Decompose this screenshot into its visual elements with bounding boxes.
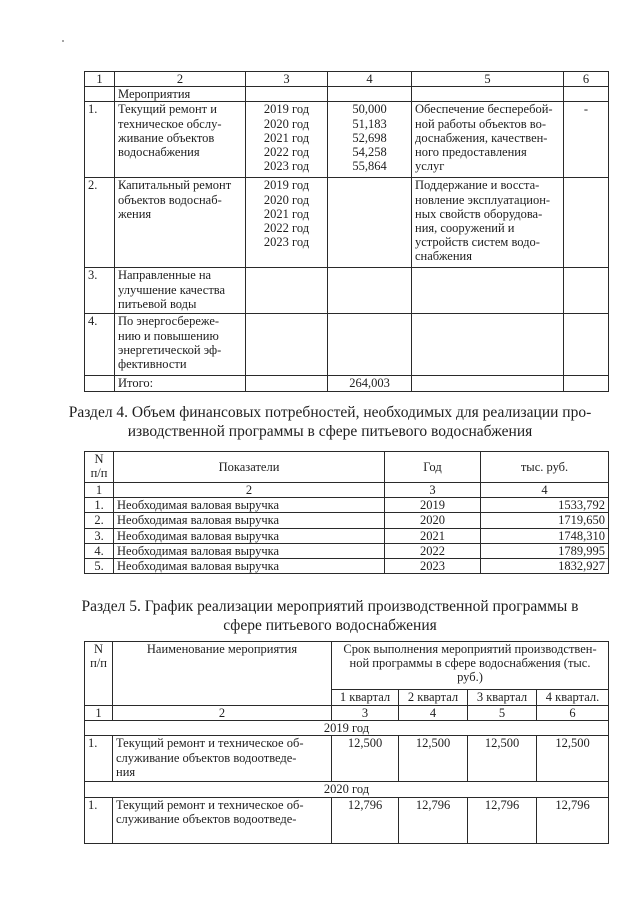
- table-row: 1. Необходимая валовая выручка 2019 1533,792: [85, 498, 609, 513]
- measure-name: Капитальный ремонт объектов водоснаб- жения: [115, 178, 246, 268]
- measure-name: Направленные на улучшение качества питьевой воды: [115, 268, 246, 314]
- col-num-5: 5: [412, 72, 564, 87]
- measures-table: [84, 71, 609, 392]
- header-period: Срок выполнения мероприятий производствен- ной программы в сфере водоснабжения (тыс. руб.): [332, 642, 609, 690]
- year-label: 2019 год: [85, 721, 609, 736]
- header-name: Наименование мероприятия: [113, 642, 332, 706]
- measure-purpose: Поддержание и восста- новление эксплуатацион- ных свойств оборудова- ния, сооружений и устройств систем водо- снабжения: [412, 178, 564, 268]
- col-num-1: 1: [85, 72, 115, 87]
- quarter-4: 4 квартал.: [537, 690, 609, 706]
- table-row: [85, 314, 609, 376]
- table-header-numbers: 1 2 3 4 5 6: [85, 706, 609, 721]
- section-4-title: Раздел 4. Объем финансовых потребностей, необходимых для реализации про- изводственной программы в сфере питьевого водоснабжения: [68, 404, 592, 440]
- row-number: 2.: [85, 178, 115, 268]
- quarter-3: 3 квартал: [468, 690, 537, 706]
- col-num-2: 2: [115, 72, 246, 87]
- header-num: N п/п: [85, 642, 113, 706]
- measure-col6: -: [564, 102, 609, 178]
- table-row: 2. Необходимая валовая выручка 2020 1719,650: [85, 513, 609, 528]
- row-number: 1.: [85, 102, 115, 178]
- section-5-title: Раздел 5. График реализации мероприятий производственной программы в сфере питьевого водоснабжения: [81, 598, 579, 634]
- table-row: 5. Необходимая валовая выручка 2023 1832,927: [85, 559, 609, 574]
- measure-col6: [564, 178, 609, 268]
- measure-values: [328, 178, 412, 268]
- row-number: 3.: [85, 268, 115, 314]
- measure-values: 50,000 51,183 52,698 54,258 55,864: [328, 102, 412, 178]
- col-num-6: 6: [564, 72, 609, 87]
- row-number: 4.: [85, 314, 115, 376]
- header-year: Год: [385, 452, 481, 483]
- subheader-label: Мероприятия: [115, 87, 246, 102]
- table-row: 4. Необходимая валовая выручка 2022 1789,995: [85, 543, 609, 558]
- table-row: [85, 102, 609, 178]
- quarter-2: 2 квартал: [399, 690, 468, 706]
- total-label: Итого:: [115, 376, 246, 392]
- table-header-numbers: 1 2 3 4: [85, 483, 609, 498]
- measure-purpose: Обеспечение бесперебой- ной работы объектов во- доснабжения, качествен- ного предоставления услуг: [412, 102, 564, 178]
- financial-needs-table: [84, 451, 609, 574]
- col-num-3: 3: [246, 72, 328, 87]
- year-row: [85, 721, 609, 736]
- table-header: [85, 642, 609, 690]
- total-row: [85, 376, 609, 392]
- table-row: 1. Текущий ремонт и техническое об- служивание объектов водоотведе- 12,796 12,796 12,796 12,796: [85, 797, 609, 843]
- measure-name: Текущий ремонт и техническое обслу- живание объектов водоснабжения: [115, 102, 246, 178]
- table-row: [85, 268, 609, 314]
- year-label: 2020 год: [85, 782, 609, 797]
- measure-name: По энергосбереже- нию и повышению энергетической эф- фективности: [115, 314, 246, 376]
- table-header-numbers: [85, 72, 609, 87]
- table-row: [85, 178, 609, 268]
- table-subheader-row: [85, 87, 609, 102]
- quarter-1: 1 квартал: [332, 690, 399, 706]
- scan-speck: [62, 40, 64, 42]
- measure-years: 2019 год 2020 год 2021 год 2022 год 2023 год: [246, 102, 328, 178]
- col-num-4: 4: [328, 72, 412, 87]
- table-row: 1. Текущий ремонт и техническое об- служивание объектов водоотведе- ния 12,500 12,500 12,500 12,500: [85, 736, 609, 782]
- table-header: [85, 452, 609, 483]
- total-value: 264,003: [328, 376, 412, 392]
- measure-years: 2019 год 2020 год 2021 год 2022 год 2023 год: [246, 178, 328, 268]
- table-row: 3. Необходимая валовая выручка 2021 1748,310: [85, 528, 609, 543]
- year-row: [85, 782, 609, 797]
- header-indicator: Показатели: [114, 452, 385, 483]
- schedule-table: [84, 641, 609, 844]
- header-value: тыс. руб.: [481, 452, 609, 483]
- header-num: N п/п: [85, 452, 114, 483]
